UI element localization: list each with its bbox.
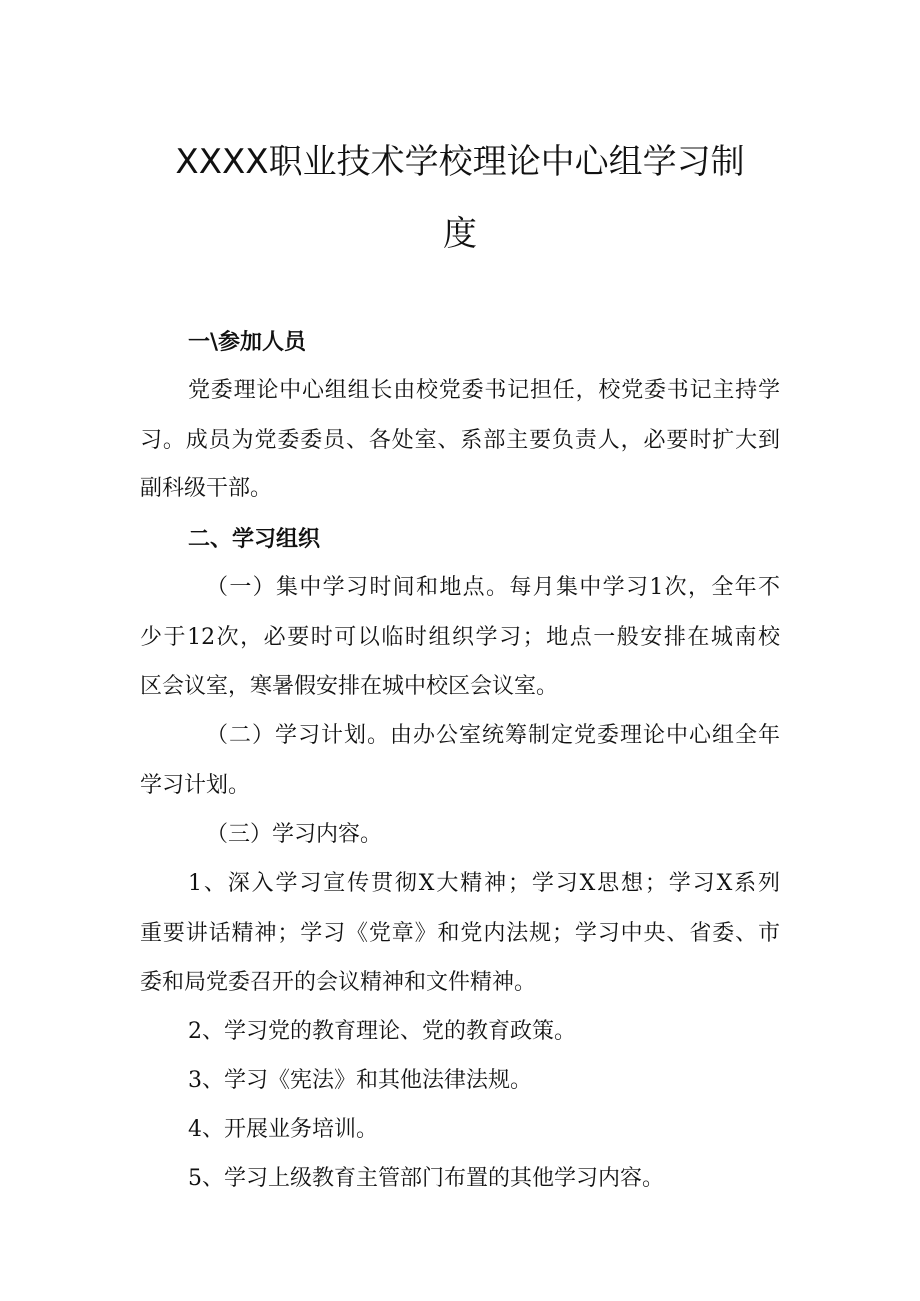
list-item: 3、学习《宪法》和其他法律法规。 (188, 1068, 532, 1093)
document-title-line-1: XXXX职业技术学校理论中心组学习制 (175, 142, 745, 182)
section-heading-participants: 一\参加人员 (188, 330, 307, 355)
section-heading-organization: 二、学习组织 (188, 527, 321, 552)
paragraph-line: 重要讲话精神；学习《党章》和党内法规；学习中央、省委、市 (140, 921, 780, 946)
paragraph-line: 委和局党委召开的会议精神和文件精神。 (140, 970, 537, 995)
list-item: 4、开展业务培训。 (188, 1117, 378, 1142)
paragraph-line: （三）学习内容。 (206, 822, 383, 847)
document-title-line-2: 度 (443, 214, 477, 254)
paragraph-line: 1、深入学习宣传贯彻X大精神；学习X思想；学习X系列 (188, 871, 780, 896)
paragraph-line: （二）学习计划。由办公室统筹制定党委理论中心组全年 (206, 723, 780, 748)
paragraph-line: 区会议室，寒暑假安排在城中校区会议室。 (140, 674, 559, 699)
paragraph-line: 党委理论中心组组长由校党委书记担任，校党委书记主持学 (188, 378, 780, 403)
paragraph-line: 副科级干部。 (140, 476, 273, 501)
paragraph-line: 少于12次，必要时可以临时组织学习；地点一般安排在城南校 (140, 625, 780, 650)
paragraph-line: 学习计划。 (140, 773, 251, 798)
list-item: 2、学习党的教育理论、党的教育政策。 (188, 1019, 576, 1044)
list-item: 5、学习上级教育主管部门布置的其他学习内容。 (188, 1166, 664, 1191)
paragraph-line: （一）集中学习时间和地点。每月集中学习1次，全年不 (206, 575, 780, 600)
paragraph-line: 习。成员为党委委员、各处室、系部主要负责人，必要时扩大到 (140, 428, 780, 453)
